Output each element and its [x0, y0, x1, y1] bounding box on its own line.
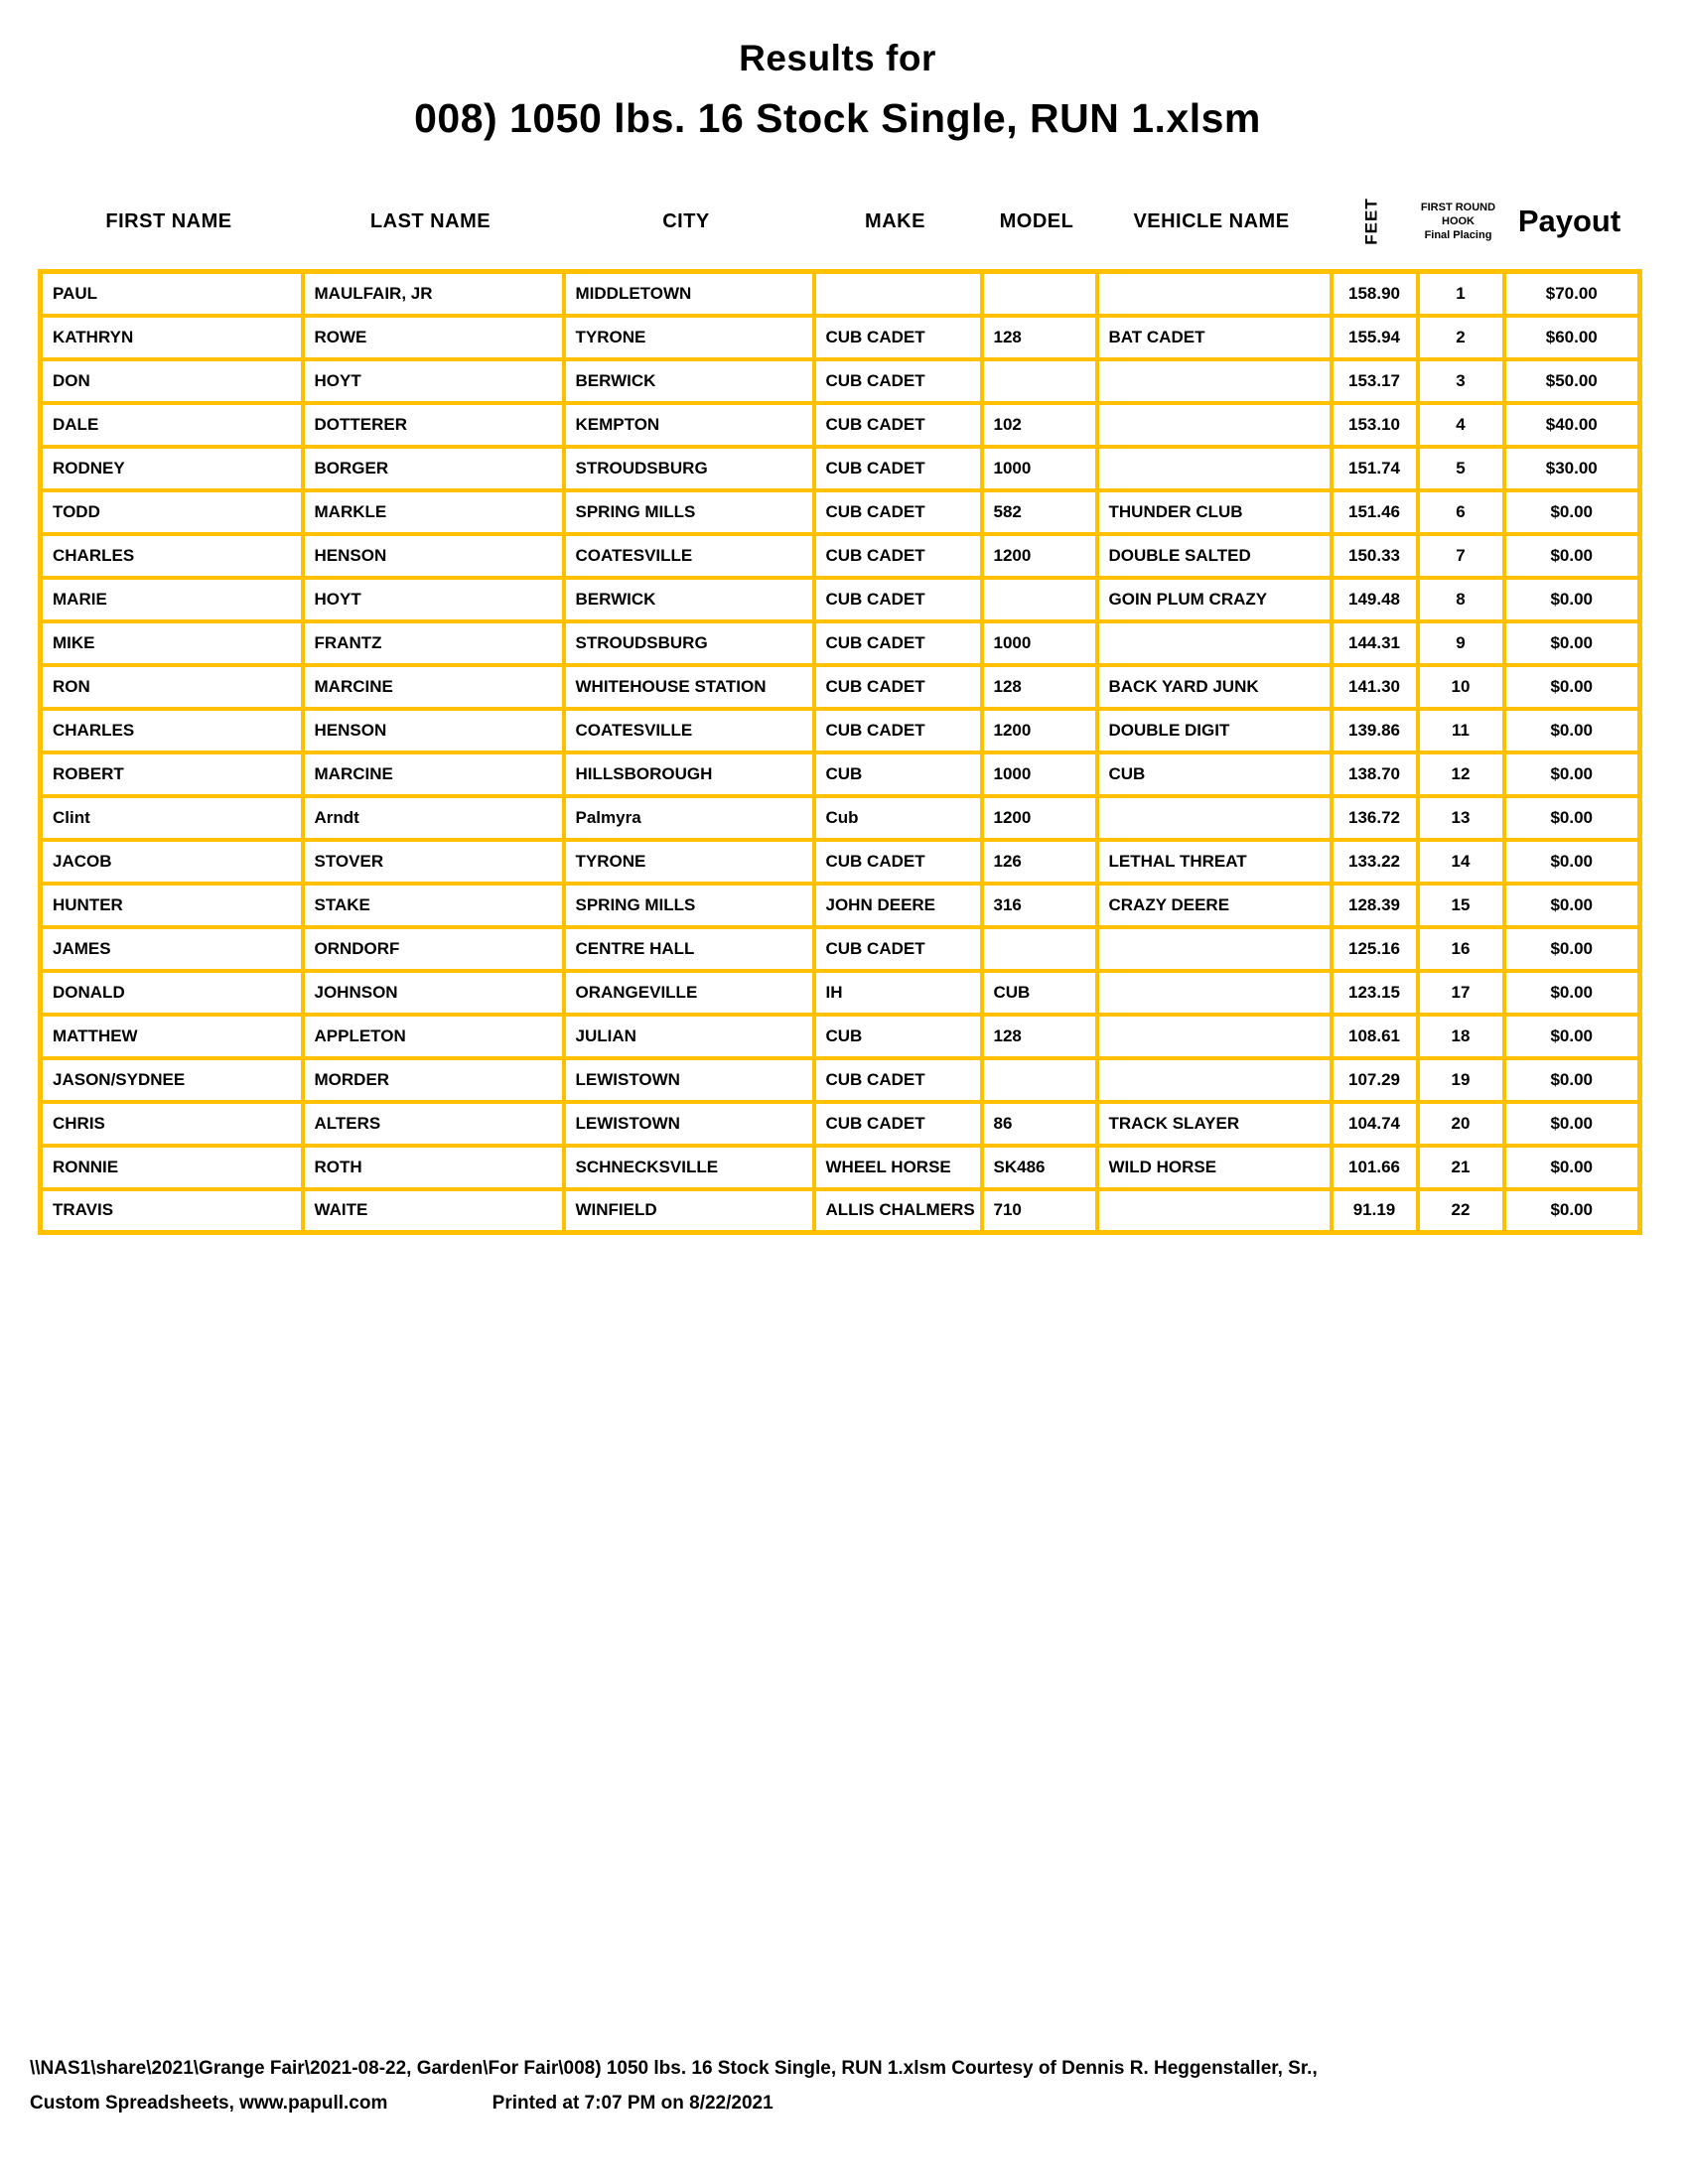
- cell-vehicle_name: LETHAL THREAT: [1097, 840, 1332, 884]
- table-row: [41, 840, 1640, 884]
- cell-make: CUB: [814, 752, 982, 796]
- cell-first_name: JASON/SYDNEE: [41, 1058, 303, 1102]
- footer-file-path-line: \\NAS1\share\2021\Grange Fair\2021-08-22, Garden\For Fair\008) 1050 lbs. 16 Stock Single, RUN 1.xlsm Courtesy of Dennis R. Heggenstaller, Sr.,: [30, 2058, 1318, 2079]
- header-city: CITY: [662, 209, 710, 232]
- cell-model: [982, 578, 1097, 621]
- cell-vehicle_name: [1097, 403, 1332, 447]
- cell-payout: $0.00: [1504, 840, 1640, 884]
- cell-make: CUB CADET: [814, 621, 982, 665]
- cell-vehicle_name: [1097, 971, 1332, 1015]
- cell-feet: 141.30: [1332, 665, 1418, 709]
- header-make: MAKE: [865, 209, 925, 232]
- cell-vehicle_name: BAT CADET: [1097, 316, 1332, 359]
- cell-model: [982, 359, 1097, 403]
- cell-make: CUB CADET: [814, 316, 982, 359]
- cell-vehicle_name: [1097, 621, 1332, 665]
- header-hook-line2: HOOK: [1442, 215, 1475, 227]
- table-row: [41, 709, 1640, 752]
- cell-last_name: HENSON: [303, 709, 564, 752]
- table-row: [41, 971, 1640, 1015]
- cell-vehicle_name: GOIN PLUM CRAZY: [1097, 578, 1332, 621]
- cell-city: WHITEHOUSE STATION: [564, 665, 814, 709]
- cell-city: KEMPTON: [564, 403, 814, 447]
- cell-vehicle_name: DOUBLE SALTED: [1097, 534, 1332, 578]
- cell-vehicle_name: [1097, 927, 1332, 971]
- cell-placing: 18: [1418, 1015, 1504, 1058]
- table-row: [41, 1058, 1640, 1102]
- cell-vehicle_name: TRACK SLAYER: [1097, 1102, 1332, 1146]
- cell-feet: 138.70: [1332, 752, 1418, 796]
- cell-placing: 1: [1418, 272, 1504, 316]
- header-feet: [1329, 176, 1415, 267]
- footer-credit-line: [30, 2086, 1678, 2120]
- cell-placing: 17: [1418, 971, 1504, 1015]
- cell-first_name: DONALD: [41, 971, 303, 1015]
- cell-payout: $0.00: [1504, 1015, 1640, 1058]
- table-header-row: [38, 176, 1637, 267]
- cell-vehicle_name: [1097, 1058, 1332, 1102]
- cell-vehicle_name: [1097, 1189, 1332, 1233]
- cell-model: 126: [982, 840, 1097, 884]
- cell-placing: 15: [1418, 884, 1504, 927]
- cell-first_name: JACOB: [41, 840, 303, 884]
- cell-model: 316: [982, 884, 1097, 927]
- table-row: [41, 1146, 1640, 1189]
- report-content: [38, 38, 1637, 1235]
- cell-payout: $0.00: [1504, 796, 1640, 840]
- cell-vehicle_name: [1097, 272, 1332, 316]
- header-last-name: LAST NAME: [369, 209, 492, 232]
- cell-last_name: ORNDORF: [303, 927, 564, 971]
- cell-make: Cub: [814, 796, 982, 840]
- cell-feet: 128.39: [1332, 884, 1418, 927]
- page-subtitle-filename: 008) 1050 lbs. 16 Stock Single, RUN 1.xlsm: [414, 95, 1261, 141]
- cell-feet: 153.17: [1332, 359, 1418, 403]
- cell-vehicle_name: [1097, 447, 1332, 490]
- cell-last_name: Arndt: [303, 796, 564, 840]
- table-row: [41, 359, 1640, 403]
- cell-last_name: JOHNSON: [303, 971, 564, 1015]
- header-payout: Payout: [1517, 204, 1621, 238]
- cell-payout: $0.00: [1504, 971, 1640, 1015]
- cell-model: 102: [982, 403, 1097, 447]
- cell-make: [814, 272, 982, 316]
- cell-placing: 16: [1418, 927, 1504, 971]
- cell-model: 1200: [982, 709, 1097, 752]
- cell-model: [982, 1058, 1097, 1102]
- cell-last_name: ROWE: [303, 316, 564, 359]
- cell-make: CUB CADET: [814, 840, 982, 884]
- table-row: [41, 447, 1640, 490]
- cell-make: CUB: [814, 1015, 982, 1058]
- cell-last_name: ALTERS: [303, 1102, 564, 1146]
- cell-city: SCHNECKSVILLE: [564, 1146, 814, 1189]
- cell-last_name: WAITE: [303, 1189, 564, 1233]
- cell-feet: 101.66: [1332, 1146, 1418, 1189]
- cell-vehicle_name: CUB: [1097, 752, 1332, 796]
- header-hook-line1: FIRST ROUND: [1420, 202, 1496, 213]
- cell-last_name: HOYT: [303, 578, 564, 621]
- cell-make: CUB CADET: [814, 927, 982, 971]
- cell-city: SPRING MILLS: [564, 490, 814, 534]
- cell-model: 582: [982, 490, 1097, 534]
- table-row: [41, 403, 1640, 447]
- cell-first_name: CHARLES: [41, 534, 303, 578]
- cell-placing: 19: [1418, 1058, 1504, 1102]
- cell-payout: $0.00: [1504, 534, 1640, 578]
- cell-model: CUB: [982, 971, 1097, 1015]
- cell-payout: $50.00: [1504, 359, 1640, 403]
- table-row: [41, 534, 1640, 578]
- cell-vehicle_name: BACK YARD JUNK: [1097, 665, 1332, 709]
- cell-model: 1000: [982, 621, 1097, 665]
- cell-payout: $0.00: [1504, 1058, 1640, 1102]
- results-table: [38, 269, 1642, 1235]
- table-row: [41, 927, 1640, 971]
- cell-city: TYRONE: [564, 840, 814, 884]
- table-row: [41, 884, 1640, 927]
- cell-payout: $0.00: [1504, 578, 1640, 621]
- cell-city: SPRING MILLS: [564, 884, 814, 927]
- cell-make: JOHN DEERE: [814, 884, 982, 927]
- cell-city: COATESVILLE: [564, 709, 814, 752]
- cell-first_name: TRAVIS: [41, 1189, 303, 1233]
- header-vehicle-name: VEHICLE NAME: [1133, 209, 1290, 232]
- cell-payout: $40.00: [1504, 403, 1640, 447]
- cell-vehicle_name: WILD HORSE: [1097, 1146, 1332, 1189]
- cell-make: WHEEL HORSE: [814, 1146, 982, 1189]
- cell-city: LEWISTOWN: [564, 1058, 814, 1102]
- cell-model: 128: [982, 1015, 1097, 1058]
- cell-payout: $0.00: [1504, 1189, 1640, 1233]
- cell-first_name: KATHRYN: [41, 316, 303, 359]
- header-model: MODEL: [999, 209, 1074, 232]
- cell-vehicle_name: DOUBLE DIGIT: [1097, 709, 1332, 752]
- table-row: [41, 1189, 1640, 1233]
- cell-first_name: Clint: [41, 796, 303, 840]
- cell-last_name: MORDER: [303, 1058, 564, 1102]
- table-row: [41, 665, 1640, 709]
- table-row: [41, 490, 1640, 534]
- cell-feet: 150.33: [1332, 534, 1418, 578]
- cell-model: 710: [982, 1189, 1097, 1233]
- cell-payout: $70.00: [1504, 272, 1640, 316]
- table-row: [41, 272, 1640, 316]
- cell-first_name: MIKE: [41, 621, 303, 665]
- cell-payout: $0.00: [1504, 752, 1640, 796]
- page-title: Results for: [739, 38, 936, 78]
- cell-feet: 151.74: [1332, 447, 1418, 490]
- cell-feet: 153.10: [1332, 403, 1418, 447]
- cell-placing: 9: [1418, 621, 1504, 665]
- cell-placing: 7: [1418, 534, 1504, 578]
- cell-payout: $0.00: [1504, 927, 1640, 971]
- cell-payout: $0.00: [1504, 1146, 1640, 1189]
- cell-payout: $0.00: [1504, 665, 1640, 709]
- cell-model: 86: [982, 1102, 1097, 1146]
- cell-vehicle_name: [1097, 796, 1332, 840]
- cell-make: CUB CADET: [814, 490, 982, 534]
- cell-make: CUB CADET: [814, 709, 982, 752]
- cell-placing: 2: [1418, 316, 1504, 359]
- cell-placing: 20: [1418, 1102, 1504, 1146]
- cell-payout: $0.00: [1504, 490, 1640, 534]
- cell-first_name: RONNIE: [41, 1146, 303, 1189]
- table-row: [41, 796, 1640, 840]
- cell-city: MIDDLETOWN: [564, 272, 814, 316]
- cell-feet: 133.22: [1332, 840, 1418, 884]
- cell-placing: 8: [1418, 578, 1504, 621]
- cell-placing: 13: [1418, 796, 1504, 840]
- results-table-body: [41, 272, 1640, 1233]
- cell-feet: 149.48: [1332, 578, 1418, 621]
- cell-city: COATESVILLE: [564, 534, 814, 578]
- cell-city: STROUDSBURG: [564, 447, 814, 490]
- cell-feet: 104.74: [1332, 1102, 1418, 1146]
- cell-city: BERWICK: [564, 359, 814, 403]
- cell-first_name: CHRIS: [41, 1102, 303, 1146]
- table-row: [41, 578, 1640, 621]
- cell-payout: $0.00: [1504, 1102, 1640, 1146]
- footer-spreadsheet-credit: Custom Spreadsheets, www.papull.com: [30, 2093, 388, 2114]
- cell-feet: 158.90: [1332, 272, 1418, 316]
- cell-city: WINFIELD: [564, 1189, 814, 1233]
- cell-first_name: CHARLES: [41, 709, 303, 752]
- cell-placing: 6: [1418, 490, 1504, 534]
- cell-model: 1200: [982, 796, 1097, 840]
- header-hook-line3: Final Placing: [1424, 229, 1492, 241]
- cell-first_name: PAUL: [41, 272, 303, 316]
- cell-first_name: RODNEY: [41, 447, 303, 490]
- cell-model: 128: [982, 665, 1097, 709]
- cell-model: [982, 272, 1097, 316]
- cell-feet: 136.72: [1332, 796, 1418, 840]
- cell-city: STROUDSBURG: [564, 621, 814, 665]
- cell-model: 1000: [982, 447, 1097, 490]
- cell-city: TYRONE: [564, 316, 814, 359]
- table-row: [41, 1015, 1640, 1058]
- table-row: [41, 316, 1640, 359]
- cell-last_name: APPLETON: [303, 1015, 564, 1058]
- cell-feet: 151.46: [1332, 490, 1418, 534]
- cell-first_name: DON: [41, 359, 303, 403]
- cell-city: BERWICK: [564, 578, 814, 621]
- cell-placing: 10: [1418, 665, 1504, 709]
- title-block: [38, 38, 1637, 142]
- footer-printed-timestamp: Printed at 7:07 PM on 8/22/2021: [492, 2093, 774, 2114]
- cell-city: HILLSBOROUGH: [564, 752, 814, 796]
- cell-last_name: HOYT: [303, 359, 564, 403]
- cell-vehicle_name: [1097, 359, 1332, 403]
- cell-first_name: DALE: [41, 403, 303, 447]
- cell-last_name: MAULFAIR, JR: [303, 272, 564, 316]
- cell-feet: 144.31: [1332, 621, 1418, 665]
- cell-feet: 123.15: [1332, 971, 1418, 1015]
- cell-feet: 91.19: [1332, 1189, 1418, 1233]
- cell-model: [982, 927, 1097, 971]
- cell-make: CUB CADET: [814, 359, 982, 403]
- header-first-name: FIRST NAME: [105, 209, 232, 232]
- cell-last_name: DOTTERER: [303, 403, 564, 447]
- cell-city: ORANGEVILLE: [564, 971, 814, 1015]
- cell-vehicle_name: CRAZY DEERE: [1097, 884, 1332, 927]
- cell-make: CUB CADET: [814, 1058, 982, 1102]
- cell-placing: 3: [1418, 359, 1504, 403]
- report-footer: [30, 2051, 1678, 2120]
- table-row: [41, 752, 1640, 796]
- cell-feet: 125.16: [1332, 927, 1418, 971]
- table-row: [41, 621, 1640, 665]
- cell-last_name: HENSON: [303, 534, 564, 578]
- cell-make: IH: [814, 971, 982, 1015]
- cell-feet: 139.86: [1332, 709, 1418, 752]
- cell-placing: 11: [1418, 709, 1504, 752]
- cell-city: Palmyra: [564, 796, 814, 840]
- cell-placing: 12: [1418, 752, 1504, 796]
- cell-model: 1000: [982, 752, 1097, 796]
- cell-model: 128: [982, 316, 1097, 359]
- cell-last_name: MARCINE: [303, 665, 564, 709]
- cell-make: CUB CADET: [814, 534, 982, 578]
- cell-last_name: FRANTZ: [303, 621, 564, 665]
- cell-model: SK486: [982, 1146, 1097, 1189]
- cell-feet: 107.29: [1332, 1058, 1418, 1102]
- cell-make: CUB CADET: [814, 578, 982, 621]
- cell-city: CENTRE HALL: [564, 927, 814, 971]
- cell-city: JULIAN: [564, 1015, 814, 1058]
- cell-payout: $0.00: [1504, 621, 1640, 665]
- cell-last_name: ROTH: [303, 1146, 564, 1189]
- cell-last_name: BORGER: [303, 447, 564, 490]
- cell-first_name: MARIE: [41, 578, 303, 621]
- cell-last_name: STOVER: [303, 840, 564, 884]
- cell-placing: 4: [1418, 403, 1504, 447]
- cell-make: CUB CADET: [814, 1102, 982, 1146]
- cell-last_name: STAKE: [303, 884, 564, 927]
- cell-feet: 108.61: [1332, 1015, 1418, 1058]
- cell-first_name: ROBERT: [41, 752, 303, 796]
- cell-first_name: TODD: [41, 490, 303, 534]
- cell-placing: 14: [1418, 840, 1504, 884]
- cell-last_name: MARKLE: [303, 490, 564, 534]
- cell-last_name: MARCINE: [303, 752, 564, 796]
- cell-placing: 21: [1418, 1146, 1504, 1189]
- cell-make: CUB CADET: [814, 447, 982, 490]
- cell-feet: 155.94: [1332, 316, 1418, 359]
- cell-placing: 22: [1418, 1189, 1504, 1233]
- cell-vehicle_name: [1097, 1015, 1332, 1058]
- cell-make: CUB CADET: [814, 665, 982, 709]
- cell-first_name: RON: [41, 665, 303, 709]
- cell-first_name: MATTHEW: [41, 1015, 303, 1058]
- cell-vehicle_name: THUNDER CLUB: [1097, 490, 1332, 534]
- cell-city: LEWISTOWN: [564, 1102, 814, 1146]
- header-first-round-hook-final-placing: [1415, 201, 1501, 242]
- cell-payout: $0.00: [1504, 884, 1640, 927]
- cell-make: ALLIS CHALMERS: [814, 1189, 982, 1233]
- cell-model: 1200: [982, 534, 1097, 578]
- header-feet-rotated-label: FEET: [1361, 198, 1381, 245]
- cell-payout: $60.00: [1504, 316, 1640, 359]
- cell-make: CUB CADET: [814, 403, 982, 447]
- cell-payout: $0.00: [1504, 709, 1640, 752]
- cell-placing: 5: [1418, 447, 1504, 490]
- cell-payout: $30.00: [1504, 447, 1640, 490]
- table-row: [41, 1102, 1640, 1146]
- cell-first_name: HUNTER: [41, 884, 303, 927]
- cell-first_name: JAMES: [41, 927, 303, 971]
